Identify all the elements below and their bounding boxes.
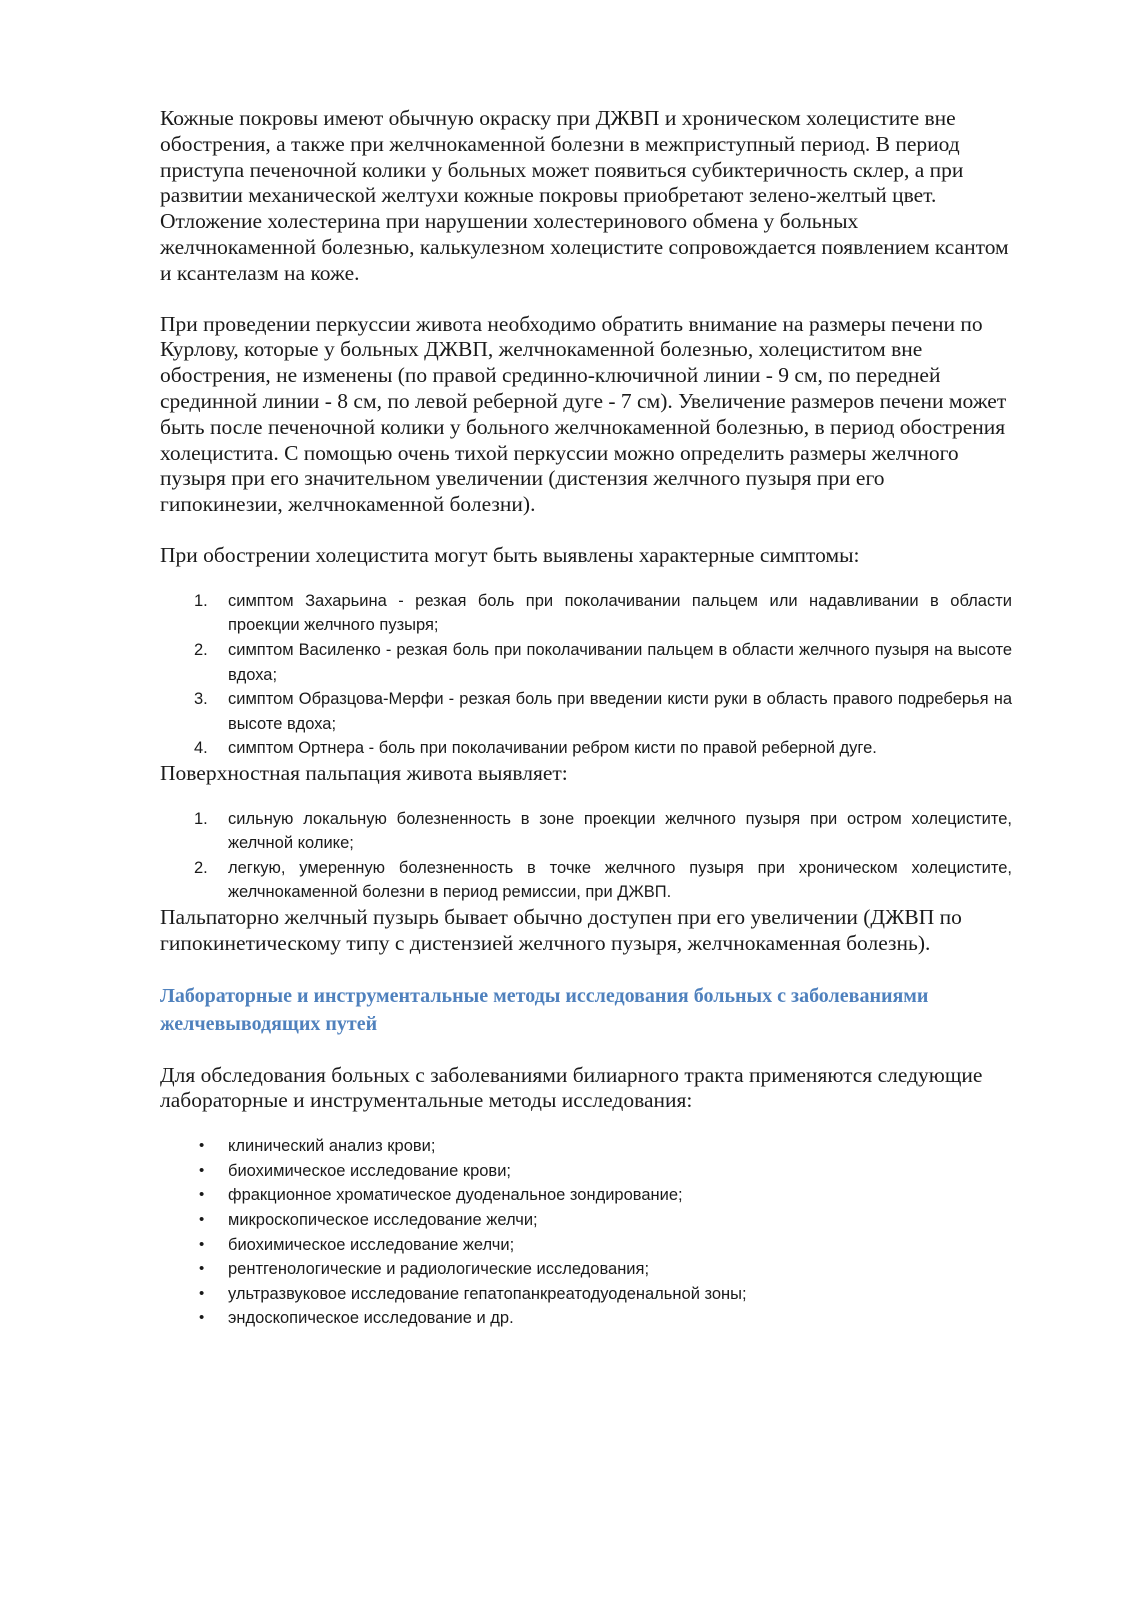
paragraph-percussion: При проведении перкуссии живота необходимо обратить внимание на размеры печени по Курлову, которые у больных ДЖВП, желчнокаменной болезнью, холециститом вне обострения, не изменены (по правой срединно-ключичной линии - 9 см, по передней срединной линии - 8 см, по левой реберной дуге - 7 см). Увеличение размеров печени может быть после печеночной колики у больного желчнокаменной болезнью, в период обострения холецистита. С помощью очень тихой перкуссии можно определить размеры желчного пузыря при его значительном увеличении (дистензия желчного пузыря при его гипокинезии, желчнокаменной болезни). <box>160 311 1007 517</box>
list-item <box>160 1183 1012 1208</box>
list-item <box>160 687 1012 736</box>
bullet-icon: • <box>199 1186 205 1204</box>
list-item-text: сильную локальную болезненность в зоне проекции желчного пузыря при остром холецистите, желчной колике; <box>228 809 1012 853</box>
list-item-text: эндоскопическое исследование и др. <box>228 1309 514 1328</box>
list-item <box>160 1257 1012 1282</box>
section-heading: Лабораторные и инструментальные методы исследования больных с заболеваниями желчевыводящих путей <box>160 984 929 1035</box>
list-item <box>160 1134 1012 1159</box>
list-item-text: микроскопическое исследование желчи; <box>228 1211 538 1230</box>
list-item-text: биохимическое исследование желчи; <box>228 1235 515 1254</box>
list-item-text: симптом Ортнера - боль при поколачивании ребром кисти по правой реберной дуге. <box>228 739 877 758</box>
symptoms-list <box>160 589 1012 761</box>
paragraph-gallbladder: Пальпаторно желчный пузырь бывает обычно доступен при его увеличении (ДЖВП по гипокинетическому типу с дистензией желчного пузыря, желчнокаменная болезнь). <box>160 905 962 955</box>
list-item-text: рентгенологические и радиологические исследования; <box>228 1260 650 1279</box>
bullet-icon: • <box>199 1161 205 1179</box>
bullet-icon: • <box>199 1137 205 1155</box>
list-item <box>160 589 1012 638</box>
list-item-text: ультразвуковое исследование гепатопанкреатодуоденальной зоны; <box>228 1284 747 1303</box>
paragraph-palpation-intro: Поверхностная пальпация живота выявляет: <box>160 760 568 785</box>
list-item <box>160 1208 1012 1233</box>
bullet-icon: • <box>199 1309 205 1327</box>
list-item <box>160 638 1012 687</box>
bullet-icon: • <box>199 1260 205 1278</box>
paragraph-skin: Кожные покровы имеют обычную окраску при ДЖВП и хроническом холецистите вне обострения, а также при желчнокаменной болезни в межприступный период. В период приступа печеночной колики у больных может появиться субиктеричность склер, а при развитии механической желтухи кожные покровы приобретают зелено-желтый цвет. Отложение холестерина при нарушении холестеринового обмена у больных желчнокаменной болезнью, калькулезном холецистите сопровождается появлением ксантом и ксантелазм на коже. <box>160 106 1009 285</box>
list-item <box>160 736 1012 761</box>
list-number: 2. <box>194 858 208 877</box>
list-item-text: клинический анализ крови; <box>228 1137 436 1156</box>
list-item-text: симптом Захарьина - резкая боль при поколачивании пальцем или надавливании в области проекции желчного пузыря; <box>228 591 1012 635</box>
bullet-icon: • <box>199 1211 205 1229</box>
list-item-text: фракционное хроматическое дуоденальное зондирование; <box>228 1186 683 1205</box>
bullet-icon: • <box>199 1284 205 1302</box>
list-number: 3. <box>194 690 208 709</box>
paragraph-symptoms-intro: При обострении холецистита могут быть выявлены характерные симптомы: <box>160 542 860 567</box>
list-item <box>160 1282 1012 1307</box>
list-item <box>160 1306 1012 1331</box>
methods-list <box>160 1134 1012 1331</box>
list-item-text: биохимическое исследование крови; <box>228 1161 511 1180</box>
list-number: 4. <box>194 739 208 758</box>
list-number: 1. <box>194 591 208 610</box>
list-item-text: симптом Василенко - резкая боль при поколачивании пальцем в области желчного пузыря на высоте вдоха; <box>228 640 1012 684</box>
document-page <box>160 106 1012 1331</box>
list-item <box>160 807 1012 856</box>
list-item-text: легкую, умеренную болезненность в точке желчного пузыря при хроническом холецистите, желчнокаменной болезни в период ремиссии, при ДЖВП. <box>228 858 1012 902</box>
paragraph-methods-intro: Для обследования больных с заболеваниями билиарного тракта применяются следующие лабораторные и инструментальные методы исследования: <box>160 1062 983 1113</box>
list-item <box>160 856 1012 905</box>
bullet-icon: • <box>199 1235 205 1253</box>
list-item <box>160 1159 1012 1184</box>
list-item <box>160 1233 1012 1258</box>
list-item-text: симптом Образцова-Мерфи - резкая боль при введении кисти руки в область правого подреберья на высоте вдоха; <box>228 690 1012 733</box>
palpation-list <box>160 807 1012 905</box>
list-number: 1. <box>194 809 208 828</box>
list-number: 2. <box>194 640 208 659</box>
